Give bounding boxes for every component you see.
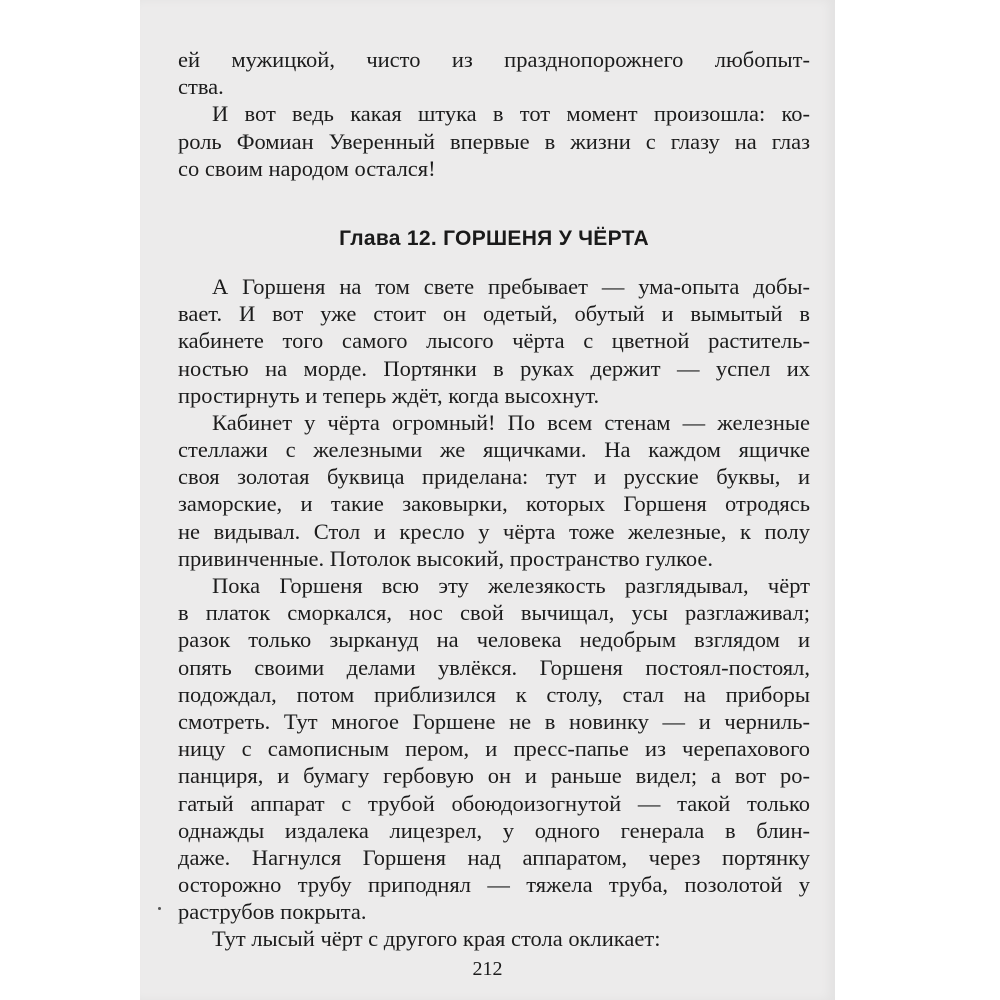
paragraph: [178, 572, 810, 925]
text-line: разок только зыркануд на человека недобрым взглядом и: [178, 627, 810, 653]
text-line: Пока Горшеня всю эту железякость разглядывал, чёрт: [212, 573, 810, 598]
text-line: со своим народом остался!: [178, 155, 436, 181]
text-line: вает. И вот уже стоит он одетый, обутый и вымытый в: [178, 301, 810, 327]
text-line: осторожно трубу приподнял — тяжела труба, позолотой у: [178, 872, 810, 898]
book-page: [140, 0, 835, 1000]
text-line: раструбов покрыта.: [178, 899, 367, 925]
paragraph: [178, 273, 810, 409]
chapter-title: Глава 12. ГОРШЕНЯ У ЧЁРТА: [339, 226, 649, 250]
text-line: простирнуть и теперь ждёт, когда высохнут.: [178, 382, 600, 408]
text-line: Тут лысый чёрт с другого края стола окликает:: [212, 926, 661, 952]
text-line: не видывал. Стол и кресло у чёрта тоже железные, к полу: [178, 518, 810, 544]
page-text: [178, 46, 810, 953]
text-line: стеллажи с железными же ящичками. На каждом ящичке: [178, 437, 810, 463]
text-line: роль Фомиан Уверенный впервые в жизни с глазу на глаз: [178, 128, 810, 154]
page-number: 212: [472, 958, 503, 980]
text-line: Кабинет у чёрта огромный! По всем стенам — железные: [212, 409, 810, 435]
text-line: подождал, потом приблизился к столу, стал на приборы: [178, 681, 810, 707]
text-line: ностью на морде. Портянки в руках держит — успел их: [178, 355, 810, 381]
text-line: ей мужицкой, чисто из празднопорожнего любопыт-: [178, 47, 810, 72]
text-line: панциря, и бумагу гербовую он и раньше видел; а вот ро-: [178, 763, 810, 789]
paragraph: [178, 925, 810, 952]
paragraph: [178, 409, 810, 572]
text-line: ницу с самописным пером, и пресс-папье из черепахового: [178, 736, 810, 762]
text-line: даже. Нагнулся Горшеня над аппаратом, через портянку: [178, 844, 810, 870]
text-line: ства.: [178, 74, 224, 100]
text-line: И вот ведь какая штука в тот момент произошла: ко-: [212, 101, 810, 127]
text-line: заморские, и такие заковырки, которых Горшеня отродясь: [178, 491, 810, 517]
paragraph: [178, 46, 810, 100]
text-line: привинченные. Потолок высокий, пространство гулкое.: [178, 545, 714, 571]
text-line: А Горшеня на том свете пребывает — ума-опыта добы-: [212, 273, 810, 299]
text-line: в платок сморкался, нос свой вычищал, усы разглаживал;: [178, 600, 810, 626]
paper-speck: [158, 907, 161, 910]
text-line: смотреть. Тут многое Горшене не в новинку — и черниль-: [178, 708, 810, 734]
text-line: опять своими делами увлёкся. Горшеня постоял-постоял,: [178, 654, 810, 680]
text-line: своя золотая буквица приделана: тут и русские буквы, и: [178, 464, 810, 490]
text-line: однажды издалека лицезрел, у одного генерала в блин-: [178, 817, 810, 843]
paragraph: [178, 100, 810, 182]
text-line: гатый аппарат с трубой обоюдоизогнутой — такой только: [178, 790, 810, 816]
text-line: кабинете того самого лысого чёрта с цветной раститель-: [178, 328, 810, 354]
